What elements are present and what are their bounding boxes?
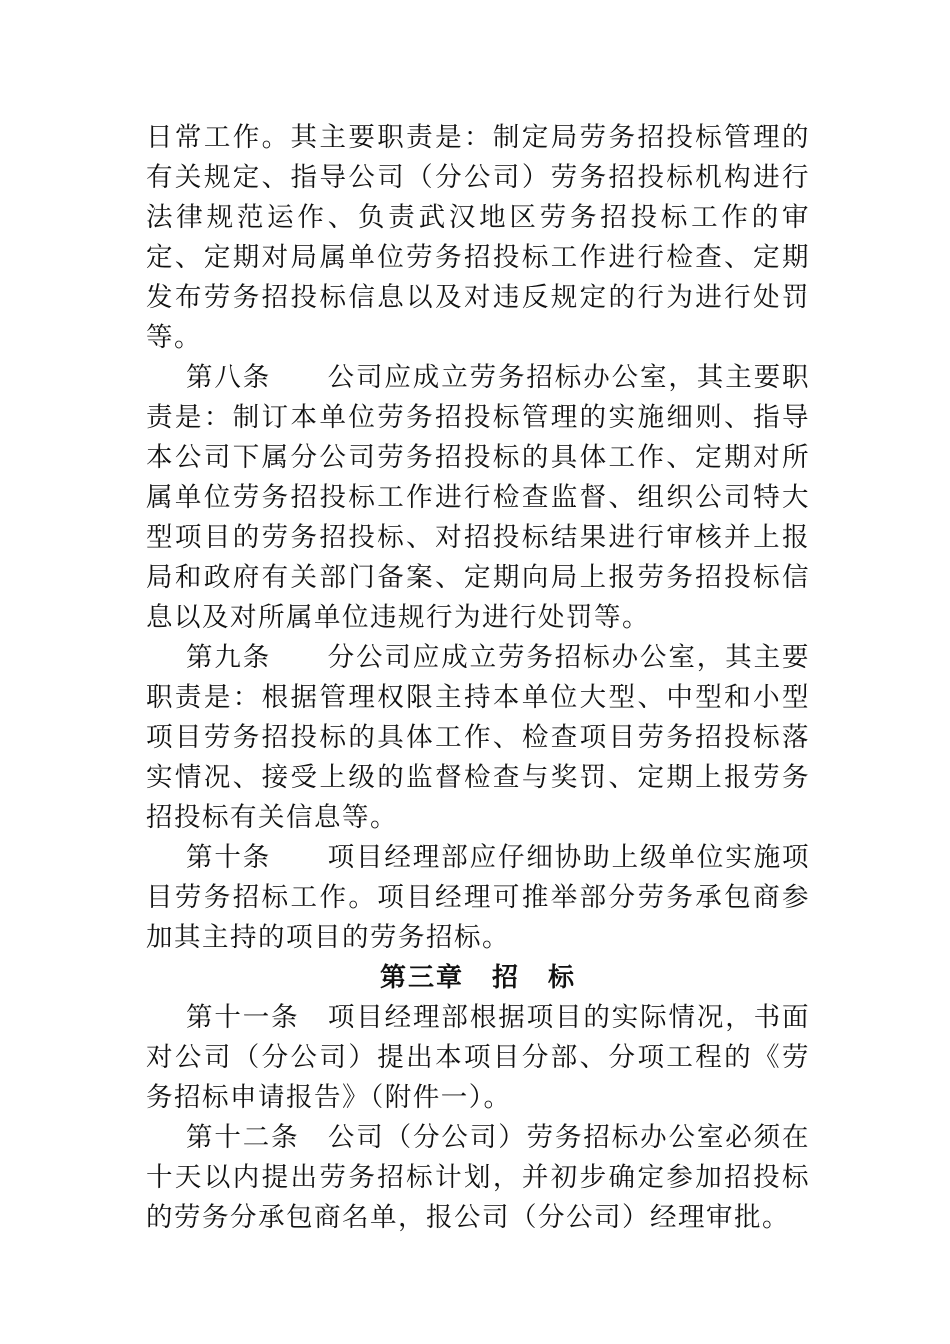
article-9-text: 分公司应成立劳务招标办公室，其主要职责是：根据管理权限主持本单位大型、中型和小型项目劳务招投标的具体工作、检查项目劳务招投标落实情况、接受上级的监督检查与奖罚、定期上报劳务招投标有关信息等。 <box>146 642 811 833</box>
article-12 <box>146 1118 810 1238</box>
chapter-heading: 第三章 招 标 <box>379 963 576 993</box>
article-8-text: 公司应成立劳务招标办公室，其主要职责是：制订本单位劳务招投标管理的实施细则、指导本公司下属分公司劳务招投标的具体工作、定期对所属单位劳务招投标工作进行检查监督、组织公司特大型项目的劳务招投标、对招投标结果进行审核并上报局和政府有关部门备案、定期向局上报劳务招投标信息以及对所属单位违规行为进行处罚等。 <box>146 362 811 633</box>
article-9-label: 第九条 <box>186 642 272 673</box>
document-page <box>146 118 810 1238</box>
article-10 <box>146 838 810 958</box>
article-11 <box>146 998 810 1118</box>
article-8 <box>146 358 810 638</box>
article-11-label: 第十一条 <box>186 1002 300 1033</box>
article-8-label: 第八条 <box>186 362 272 393</box>
article-10-label: 第十条 <box>186 842 272 873</box>
article-12-label: 第十二条 <box>186 1122 300 1153</box>
article-9 <box>146 638 810 838</box>
article-11-text: 项目经理部根据项目的实际情况，书面对公司（分公司）提出本项目分部、分项工程的《劳务招标申请报告》（附件一）。 <box>146 1002 811 1113</box>
paragraph-duties-continued: 日常工作。其主要职责是：制定局劳务招投标管理的有关规定、指导公司（分公司）劳务招投标机构进行法律规范运作、负责武汉地区劳务招投标工作的审定、定期对局属单位劳务招投标工作进行检查、定期发布劳务招投标信息以及对违反规定的行为进行处罚等。 <box>146 122 810 353</box>
article-10-text: 项目经理部应仔细协助上级单位实施项目劳务招标工作。项目经理可推举部分劳务承包商参加其主持的项目的劳务招标。 <box>146 842 811 953</box>
article-12-text: 公司（分公司）劳务招标办公室必须在十天以内提出劳务招标计划，并初步确定参加招投标的劳务分承包商名单，报公司（分公司）经理审批。 <box>146 1122 811 1233</box>
